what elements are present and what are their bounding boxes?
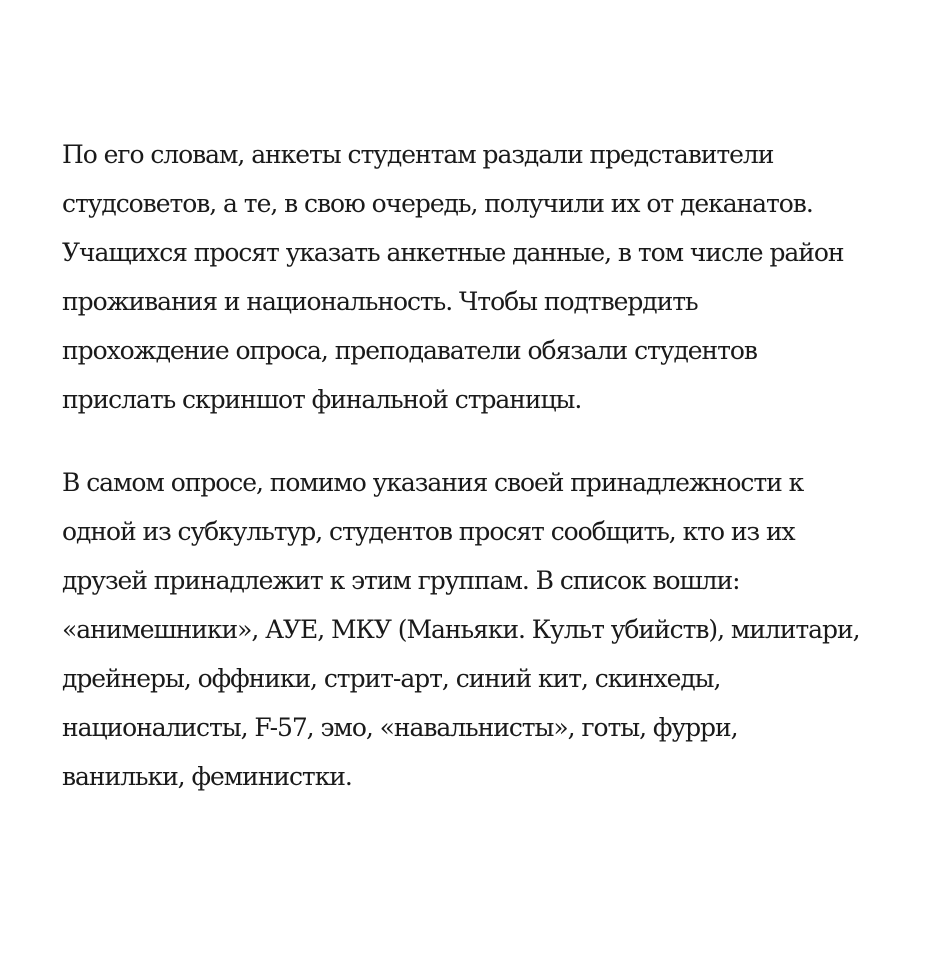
- text-line: националисты, F-57, эмо, «навальнисты», готы, фурри,: [62, 713, 738, 742]
- text-line: одной из субкультур, студентов просят сообщить, кто из их: [62, 517, 795, 546]
- paragraph-2: [62, 458, 942, 801]
- text-line: студсоветов, а те, в свою очередь, получили их от деканатов.: [62, 189, 813, 218]
- text-line: Учащихся просят указать анкетные данные, в том числе район: [62, 238, 844, 267]
- text-line: ванильки, феминистки.: [62, 762, 352, 791]
- text-line: «анимешники», АУЕ, МКУ (Маньяки. Культ убийств), милитари,: [62, 615, 860, 644]
- text-line: По его словам, анкеты студентам раздали представители: [62, 140, 774, 169]
- text-line: В самом опросе, помимо указания своей принадлежности к: [62, 468, 804, 497]
- text-line: прислать скриншот финальной страницы.: [62, 385, 582, 414]
- text-line: проживания и национальность. Чтобы подтвердить: [62, 287, 698, 316]
- article-body: [62, 130, 942, 801]
- text-line: прохождение опроса, преподаватели обязали студентов: [62, 336, 757, 365]
- text-line: дрейнеры, оффники, стрит-арт, синий кит, скинхеды,: [62, 664, 721, 693]
- text-line: друзей принадлежит к этим группам. В список вошли:: [62, 566, 740, 595]
- paragraph-1: [62, 130, 942, 424]
